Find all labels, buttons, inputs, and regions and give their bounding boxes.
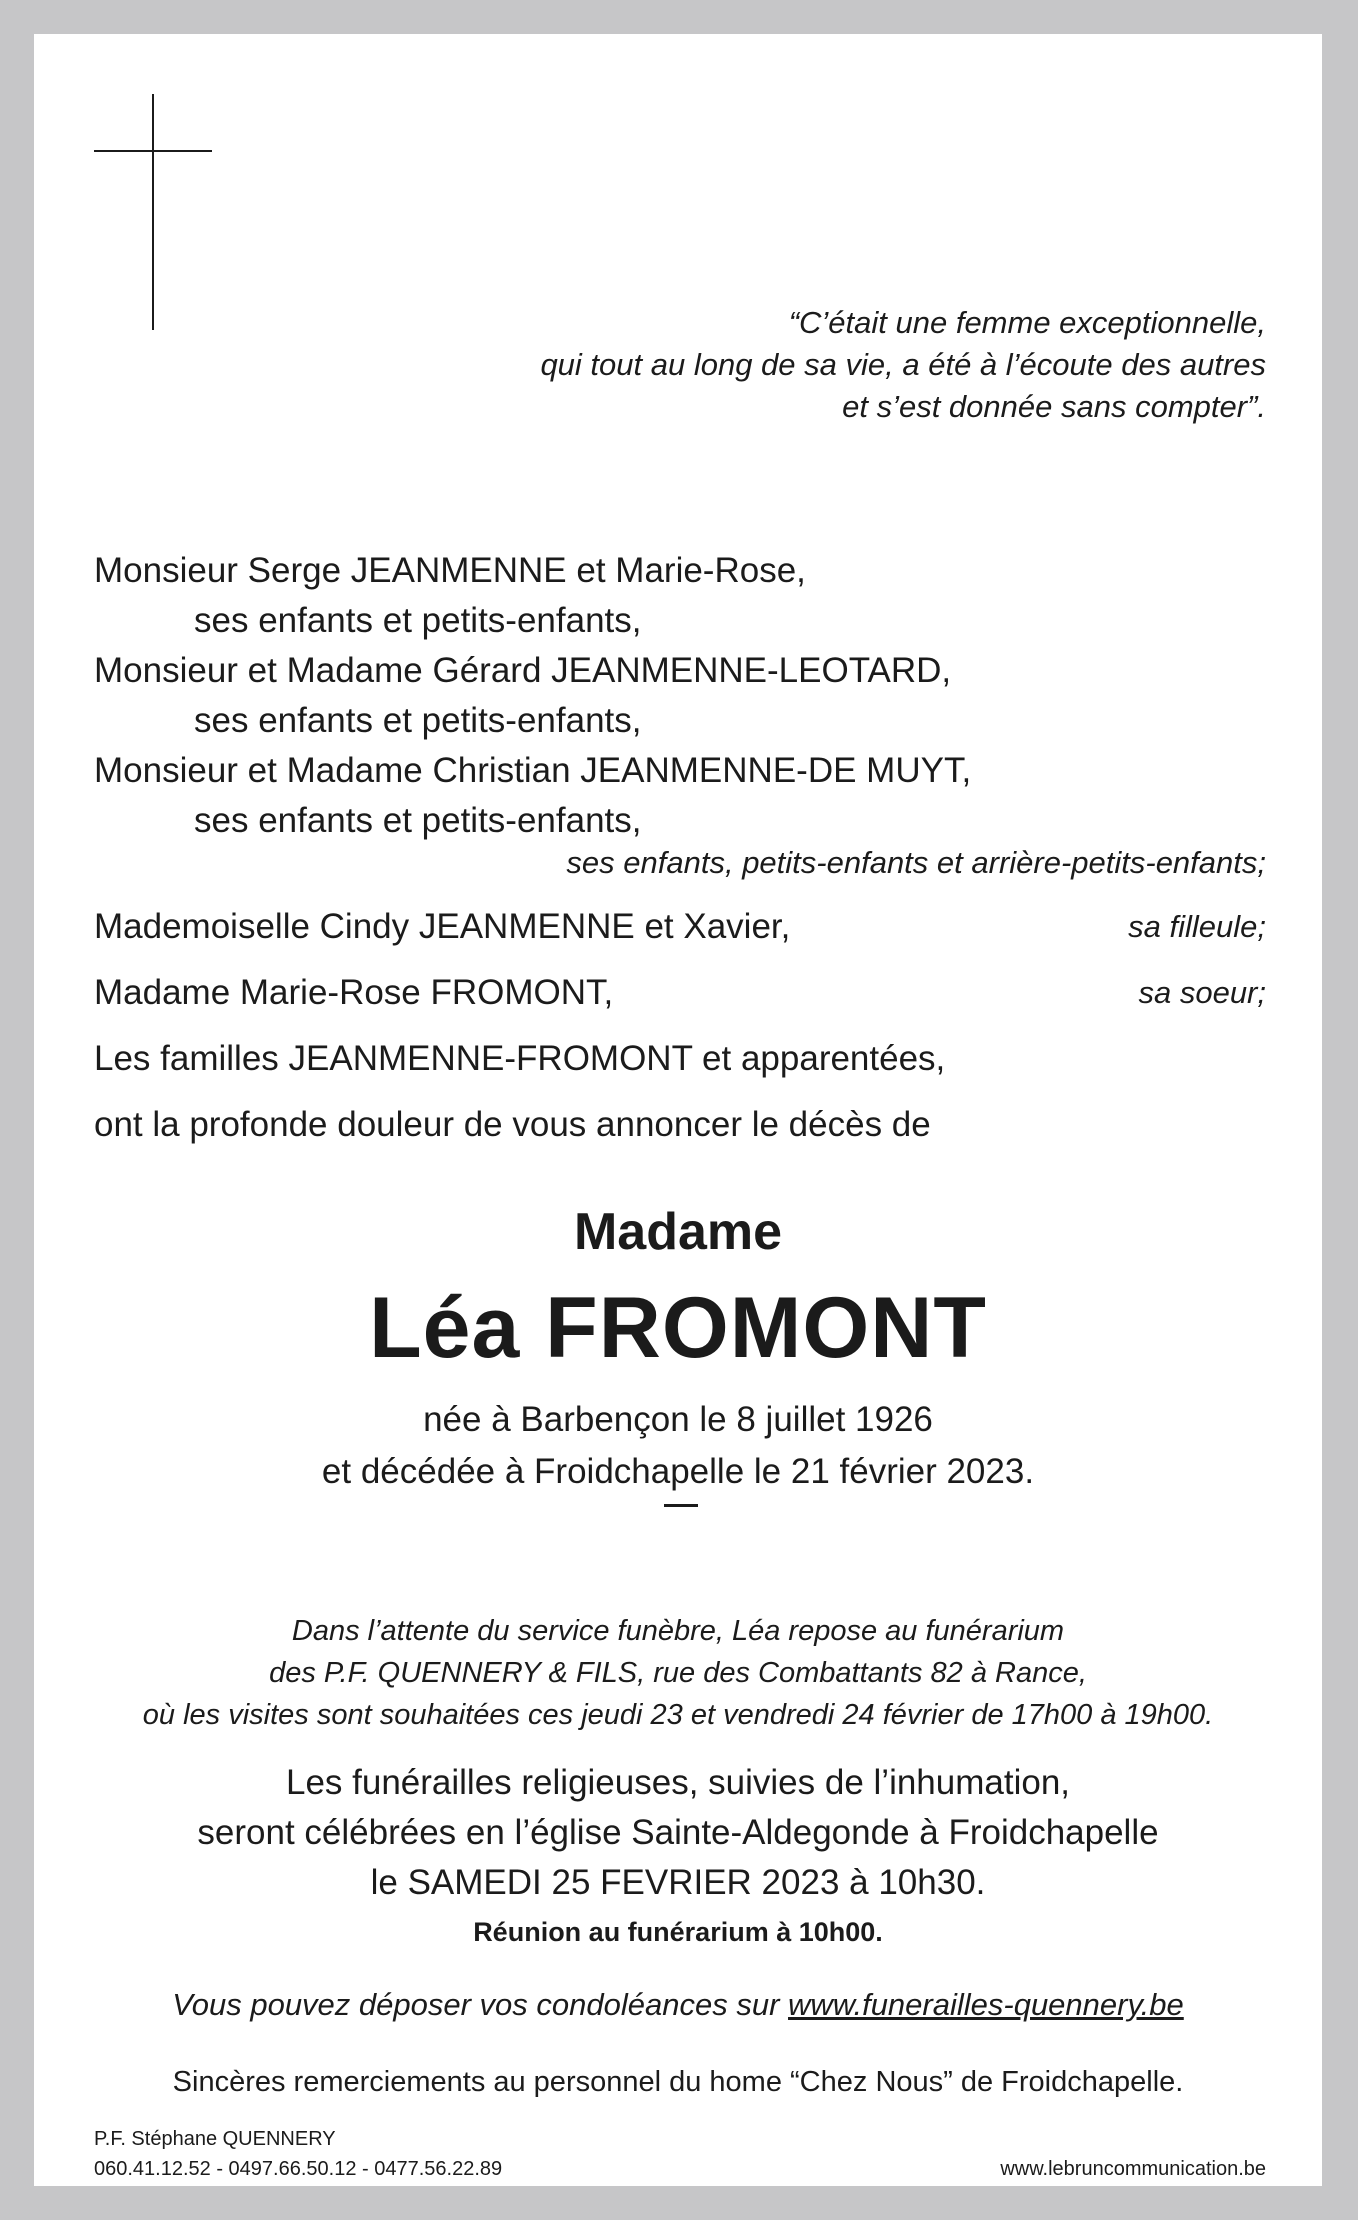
goddaughter-relation: sa filleule;: [1128, 909, 1266, 944]
service-line: où les visites sont souhaitées ces jeudi 23 et vendredi 24 février de 17h00 à 19h00.: [142, 1699, 1214, 1731]
quote: [540, 302, 1266, 428]
funeral-line: seront célébrées en l’église Sainte-Aldegonde à Froidchapelle: [197, 1813, 1159, 1852]
obituary-sheet: [34, 34, 1322, 2186]
family-line: Monsieur et Madame Christian JEANMENNE-DE MUYT,: [94, 751, 972, 790]
cross-icon-bar: [94, 150, 212, 152]
families-line: Les familles JEANMENNE-FROMONT et apparentées,: [94, 1039, 946, 1078]
thanks-note: Sincères remerciements au personnel du home “Chez Nous” de Froidchapelle.: [172, 2066, 1184, 2098]
sister-name: Madame Marie-Rose FROMONT,: [94, 973, 614, 1012]
quote-line: “C’était une femme exceptionnelle,: [788, 305, 1266, 340]
funeral-line: Les funérailles religieuses, suivies de l’inhumation,: [285, 1763, 1071, 1802]
separator-dash: [664, 1504, 698, 1507]
family-line-goddaughter: [94, 902, 1266, 952]
family-list: [94, 546, 1266, 1150]
funeral-info: [34, 1758, 1322, 1908]
family-line-sister: [94, 968, 1266, 1018]
family-line: Monsieur et Madame Gérard JEANMENNE-LEOTARD,: [94, 651, 952, 690]
family-line: ses enfants et petits-enfants,: [194, 701, 642, 740]
service-line: des P.F. QUENNERY & FILS, rue des Combattants 82 à Rance,: [269, 1657, 1087, 1689]
footer-phones: 060.41.12.52 - 0497.66.50.12 - 0477.56.22.89: [94, 2158, 503, 2180]
announce-line: ont la profonde douleur de vous annoncer le décès de: [94, 1105, 931, 1144]
family-line: Monsieur Serge JEANMENNE et Marie-Rose,: [94, 551, 806, 590]
quote-line: qui tout au long de sa vie, a été à l’écoute des autres: [540, 347, 1266, 382]
family-line: ses enfants et petits-enfants,: [194, 601, 642, 640]
deceased-title: Madame: [573, 1203, 783, 1261]
sister-relation: sa soeur;: [1138, 975, 1266, 1010]
footer-company: P.F. Stéphane QUENNERY: [94, 2128, 336, 2150]
condolences-text: Vous pouvez déposer vos condoléances sur: [172, 1987, 789, 2022]
condolences: [34, 1984, 1322, 2026]
death-line: et décédée à Froidchapelle le 21 février 2023.: [321, 1452, 1035, 1491]
family-relation: ses enfants, petits-enfants et arrière-petits-enfants;: [566, 845, 1266, 880]
cross-icon: [152, 94, 154, 330]
footer-website[interactable]: www.lebruncommunication.be: [1000, 2158, 1266, 2180]
birth-death: [34, 1394, 1322, 1498]
footer-contact: [94, 2124, 502, 2184]
goddaughter-name: Mademoiselle Cindy JEANMENNE et Xavier,: [94, 907, 791, 946]
birth-line: née à Barbençon le 8 juillet 1926: [423, 1400, 933, 1439]
deceased-name: Léa FROMONT: [369, 1280, 987, 1376]
condolences-link[interactable]: www.funerailles-quennery.be: [788, 1987, 1184, 2022]
reunion-note: Réunion au funérarium à 10h00.: [473, 1917, 883, 1947]
service-info: [34, 1610, 1322, 1736]
funeral-line: le SAMEDI 25 FEVRIER 2023 à 10h30.: [370, 1863, 986, 1902]
service-line: Dans l’attente du service funèbre, Léa repose au funérarium: [291, 1615, 1065, 1647]
family-line: ses enfants et petits-enfants,: [194, 801, 642, 840]
quote-line: et s’est donnée sans compter”.: [842, 389, 1266, 424]
